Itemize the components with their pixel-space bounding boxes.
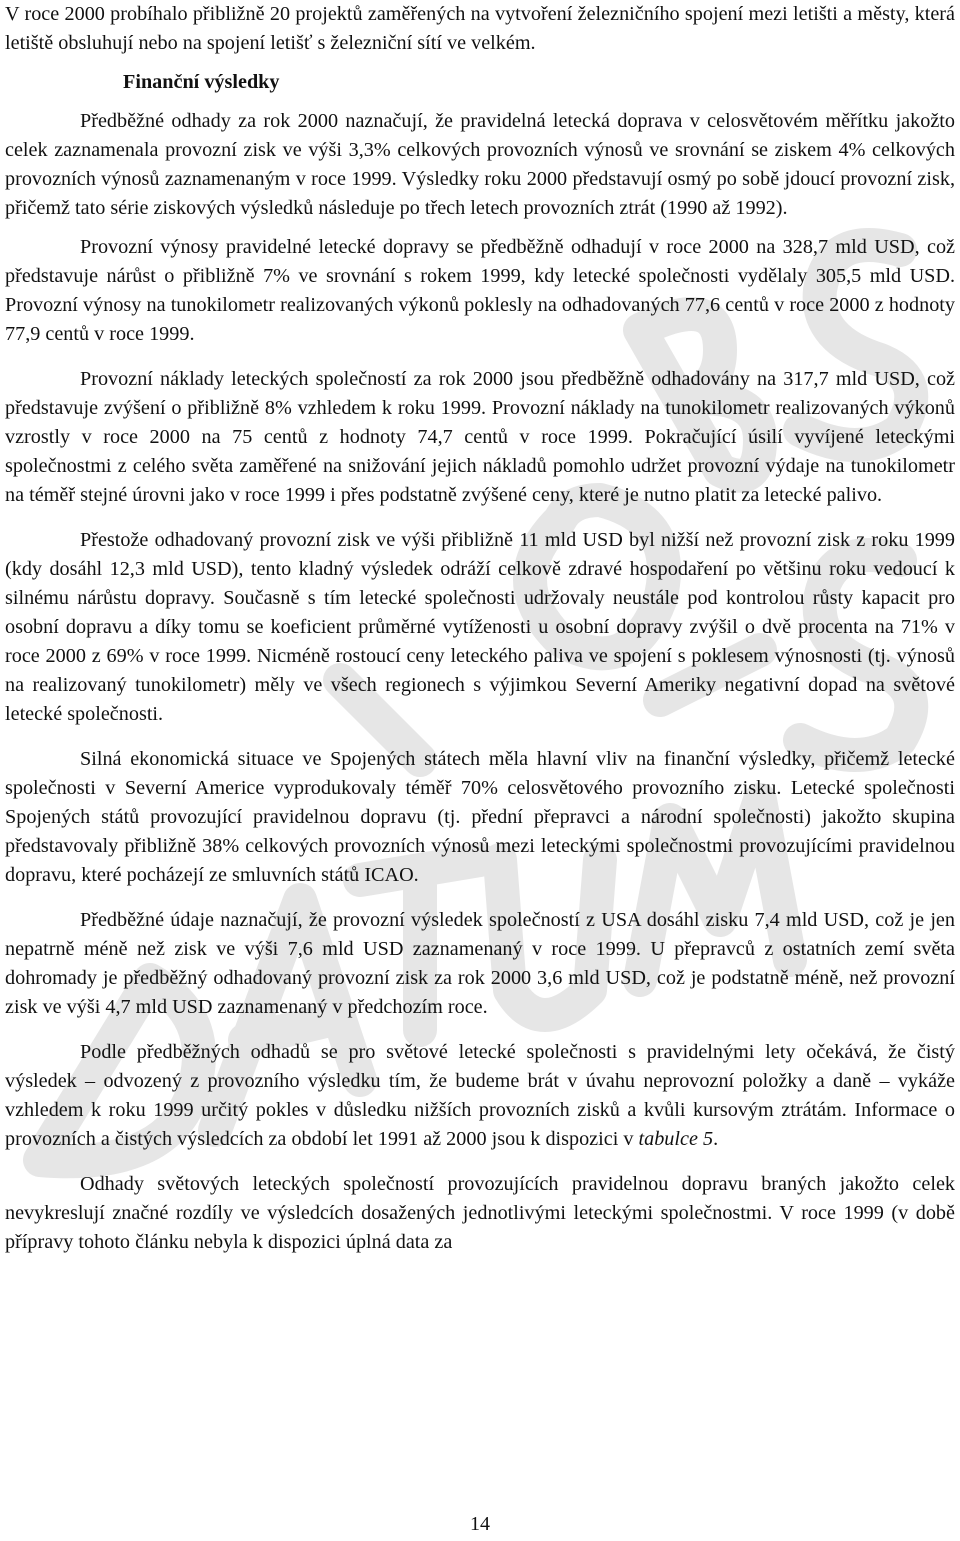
paragraph-2: Provozní výnosy pravidelné letecké dopravy se předběžně odhadují v roce 2000 na 328,7 mld USD, což představuje nárůst o přibližně 7% ve srovnání s rokem 1999, kdy letecké společnosti vydělaly 305,5 mld USD. Provozní výnosy na tunokilometr realizovaných výkonů poklesly na odhadovaných 77,6 centů v roce 2000 z hodnoty 77,9 centů v roce 1999. — [5, 236, 955, 345]
section-heading: Finanční výsledky — [123, 71, 280, 93]
paragraph-3: Provozní náklady leteckých společností za rok 2000 jsou předběžně odhadovány na 317,7 mld USD, což představuje zvýšení o přibližně 8% vzhledem k roku 1999. Provozní náklady na tunokilometr realizovaných výkonů vzrostly v roce 2000 na 75 centů z hodnoty 74,7 centů v roce 1999. Pokračující úsilí vyvíjené leteckými společnostmi z celého světa zaměřené na snižování jejich nákladů pomohlo udržet provozní výdaje na tunokilometr na téměř stejné úrovni jako v roce 1999 i přes podstatně zvýšené ceny, které je nutno platit za letecké palivo. — [5, 368, 955, 506]
paragraph-7-end: . — [713, 1128, 719, 1150]
paragraph-7-text: Podle předběžných odhadů se pro světové letecké společnosti s pravidelnými lety očekává, že čistý výsledek – odvozený z provozního výsledku tím, že budeme brát v úvahu neprovozní položky a daně – vykáže vzhledem k roku 1999 určitý pokles v důsledku nižších provozních zisků a kvůli kursovým ztrátám. Informace o provozních a čistých výsledcích za období let 1991 až 2000 jsou k dispozici v — [5, 1041, 955, 1150]
paragraph-5: Silná ekonomická situace ve Spojených státech měla hlavní vliv na finanční výsledky, přičemž letecké společnosti v Severní Americe vyprodukovaly téměř 70% celosvětového provozního zisku. Letecké společnosti Spojených států provozující pravidelnou dopravu (tj. přední přepravci a národní společnosti) jakožto skupina představovaly přibližně 38% celkových provozních výnosů mezi leteckými společnostmi provozujícími pravidelnou dopravu, které pocházejí ze smluvních států ICAO. — [5, 748, 955, 886]
document-body — [5, 0, 955, 1257]
paragraph-4: Přestože odhadovaný provozní zisk ve výši přibližně 11 mld USD byl nižší než provozní zisk z roku 1999 (kdy dosáhl 12,3 mld USD), tento kladný výsledek odráží celkově zdravé hospodaření po většinu roku vedoucí k silnému nárůstu dopravy. Současně s tím letecké společnosti udržovaly neustále pod kontrolou růsty kapacit pro osobní dopravu a díky tomu se koeficient průměrné vytíženosti u osobní dopravy zvýšil o dvě procenta na 71% v roce 2000 z 69% v roce 1999. Nicméně rostoucí ceny leteckého paliva ve spojení s poklesem výnosnosti (tj. výnosů na realizovaný tunokilometr) měly ve všech regionech s výjimkou Severní Ameriky negativní dopad na světové letecké společnosti. — [5, 529, 955, 725]
paragraph-6: Předběžné údaje naznačují, že provozní výsledek společností z USA dosáhl zisku 7,4 mld USD, což je jen nepatrně méně než zisk ve výši 7,6 mld USD zaznamenaný v roce 1999. U přepravců z ostatních zemí světa dohromady je předběžný odhadovaný provozní zisk za rok 2000 3,6 mld USD, což je podstatně méně, než provozní zisk ve výši 4,7 mld USD zaznamenaný v předchozím roce. — [5, 909, 955, 1018]
page-number: 14 — [470, 1513, 490, 1535]
paragraph-8: Odhady světových leteckých společností provozujících pravidelnou dopravu braných jakožto celek nevykreslují značné rozdíly ve výsledcích dosažených jednotlivými leteckými společnostmi. V roce 1999 (v době přípravy tohoto článku nebyla k dispozici úplná data za — [5, 1173, 955, 1253]
intro-paragraph: V roce 2000 probíhalo přibližně 20 projektů zaměřených na vytvoření železničního spojení mezi letišti a městy, která letiště obsluhují nebo na spojení letišť s železniční sítí ve velkém. — [5, 3, 955, 54]
paragraph-7 — [5, 1038, 955, 1154]
table-reference-link: tabulce 5 — [638, 1128, 714, 1150]
paragraph-1: Předběžné odhady za rok 2000 naznačují, že pravidelná letecká doprava v celosvětovém měřítku jakožto celek zaznamenala provozní zisk ve výši 3,3% celkových provozních výnosů ve srovnání se ziskem 4% celkových provozních výnosů zaznamenaným v roce 1999. Výsledky roku 2000 představují osmý po sobě jdoucí provozní zisk, přičemž tato série ziskových výsledků následuje po třech letech provozních ztrát (1990 až 1992). — [5, 110, 955, 219]
